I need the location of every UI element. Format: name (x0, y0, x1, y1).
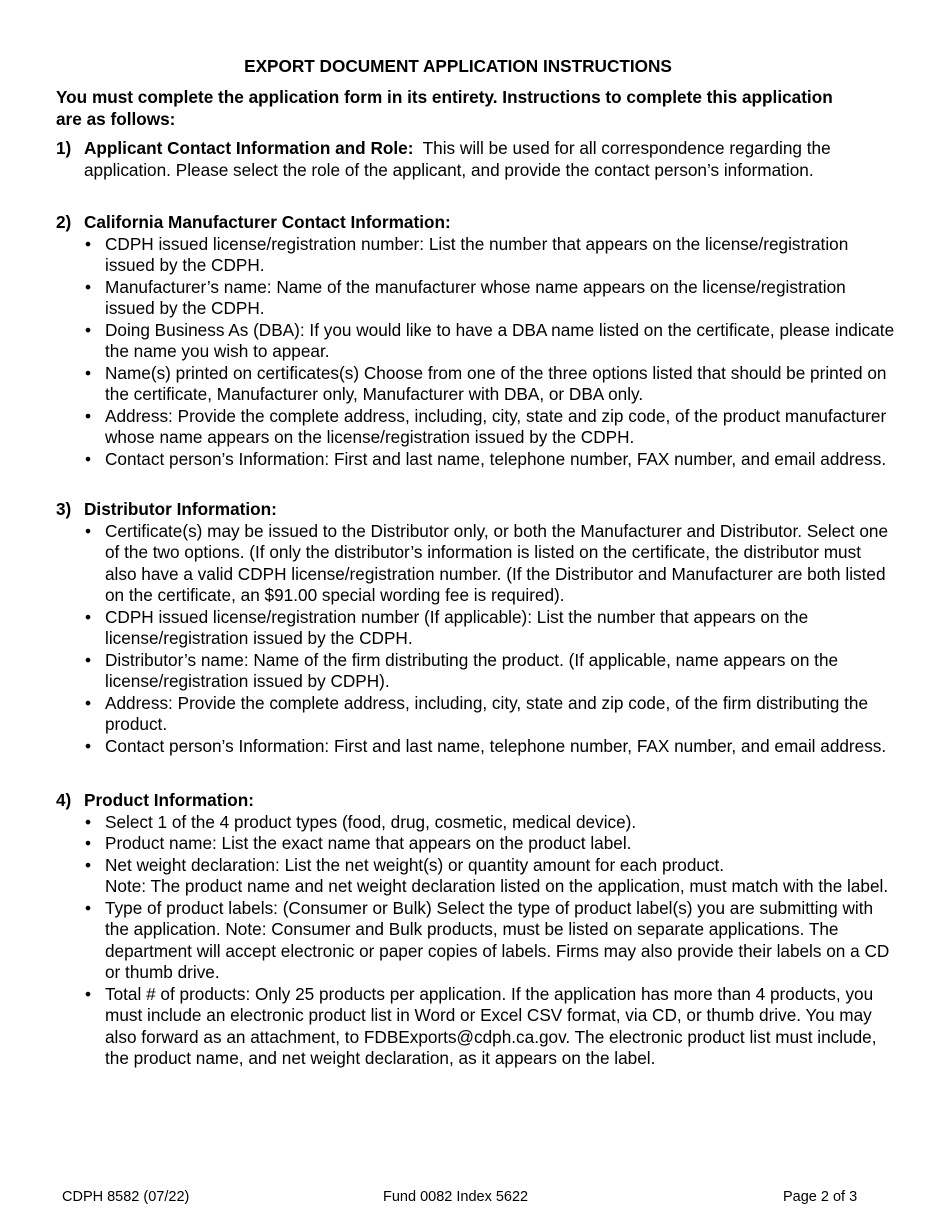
list-item: • Name(s) printed on certificates(s) Choose from one of the three options listed that should be printed on the certificate, Manufacturer only, Manufacturer with DBA, or DBA only. (85, 362, 887, 404)
intro-text: You must complete the application form in its entirety. Instructions to complete this application are as follows: (56, 87, 833, 129)
footer-fund-index: Fund 0082 Index 5622 (383, 1189, 529, 1205)
page-title: EXPORT DOCUMENT APPLICATION INSTRUCTIONS (244, 56, 672, 76)
section-text: This will be used for all correspondence regarding the application. Please select the role of the applicant, and provide the contact person’s information. (84, 138, 836, 180)
list-item: • Contact person’s Information: First and last name, telephone number, FAX number, and email address. (85, 448, 887, 469)
list-item: • Certificate(s) may be issued to the Distributor only, or both the Manufacturer and Distributor. Select one of the two options. (If only the distributor’s information is listed on the certificate, the distributor must also have a valid CDPH license/registration number. (If the Distributor and Manufacturer are both listed on the certificate, an $91.00 special wording fee is required). (85, 520, 889, 605)
section-heading: Product Information: (84, 790, 254, 810)
section-number: 1) (56, 138, 72, 158)
footer-form-number: CDPH 8582 (07/22) (62, 1189, 190, 1205)
section-product-info (56, 790, 896, 1070)
list-item: • Manufacturer’s name: Name of the manufacturer whose name appears on the license/registration issued by the CDPH. (85, 276, 846, 318)
section-heading: Applicant Contact Information and Role: (84, 138, 414, 158)
section-number: 3) (56, 499, 72, 519)
bullet-list (56, 234, 896, 471)
list-item: • Doing Business As (DBA): If you would like to have a DBA name listed on the certificate, please indicate the name you wish to appear. (85, 319, 895, 361)
list-item: • Total # of products: Only 25 products per application. If the application has more than 4 products, you must include an electronic product list in Word or Excel CSV format, via CD, or thumb drive. You may also forward as an attachment, to FDBExports@cdph.ca.gov. The electronic product list must include, the product name, and net weight declaration, as it appears on the label. (85, 983, 877, 1068)
list-item: • Contact person’s Information: First and last name, telephone number, FAX number, and email address. (85, 735, 887, 756)
list-item: • Net weight declaration: List the net weight(s) or quantity amount for each product. Note: The product name and net weight declaration listed on the application, must match with the label. (85, 854, 889, 896)
list-item: • CDPH issued license/registration number: List the number that appears on the license/registration issued by the CDPH. (85, 233, 849, 275)
list-item: • Product name: List the exact name that appears on the product label. (85, 833, 632, 853)
section-manufacturer-contact (56, 212, 896, 470)
list-item: • Address: Provide the complete address, including, city, state and zip code, of the product manufacturer whose name appears on the license/registration issued by the CDPH. (85, 405, 887, 447)
footer-page-number: Page 2 of 3 (783, 1189, 858, 1205)
list-item: • Distributor’s name: Name of the firm distributing the product. (If applicable, name appears on the license/registration issued by CDPH). (85, 649, 839, 691)
list-item: • CDPH issued license/registration number (If applicable): List the number that appears on the license/registration issued by the CDPH. (85, 606, 809, 648)
section-number: 2) (56, 212, 72, 232)
bullet-list (56, 521, 896, 758)
section-heading: California Manufacturer Contact Information: (84, 212, 451, 232)
section-heading: Distributor Information: (84, 499, 277, 519)
bullet-list (56, 812, 896, 1070)
section-number: 4) (56, 790, 72, 810)
list-item: • Address: Provide the complete address, including, city, state and zip code, of the firm distributing the product. (85, 692, 869, 734)
list-item: • Select 1 of the 4 product types (food, drug, cosmetic, medical device). (85, 811, 637, 832)
section-applicant-contact (56, 138, 896, 181)
list-item: • Type of product labels: (Consumer or Bulk) Select the type of product label(s) you are submitting with the application. Note: Consumer and Bulk products, must be listed on separate applications. The department will accept electronic or paper copies of labels. Firms may also provide their labels on a CD or thumb drive. (85, 897, 890, 982)
section-distributor-info (56, 499, 896, 757)
